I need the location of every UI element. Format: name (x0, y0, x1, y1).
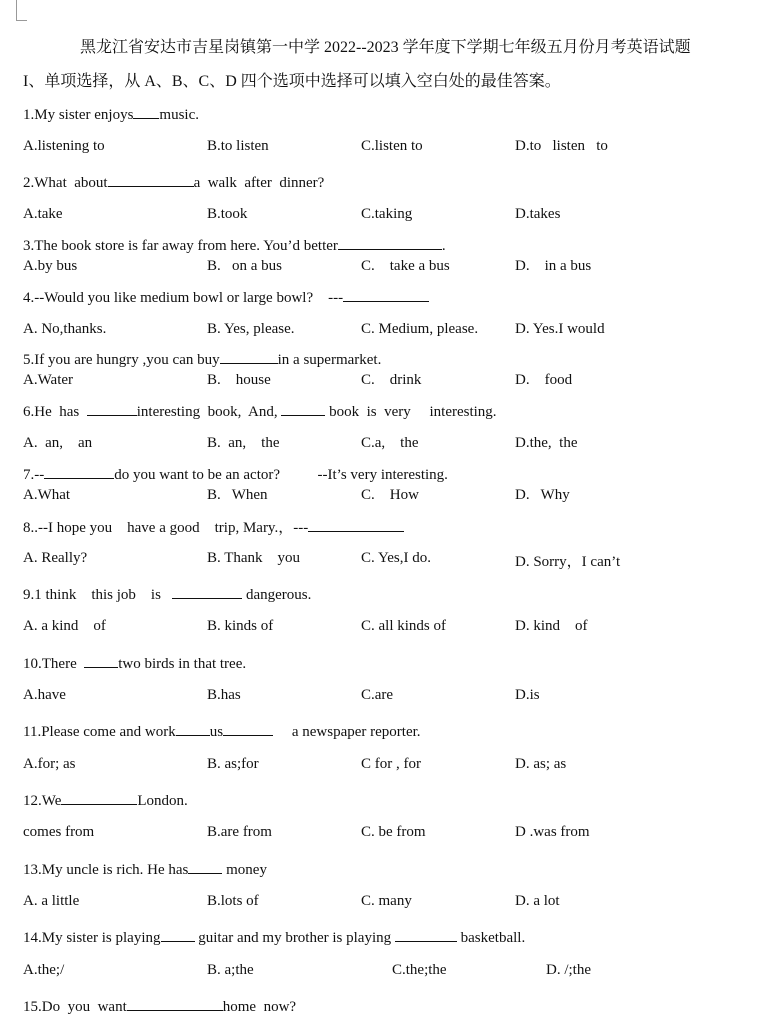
option-a[interactable]: A.take (23, 206, 63, 222)
option-a[interactable]: A. an, an (23, 435, 93, 451)
answer-blank[interactable] (172, 584, 242, 599)
option-b[interactable]: B.took (207, 206, 248, 222)
option-b[interactable]: B. kinds of (207, 618, 274, 634)
answer-blank[interactable] (61, 790, 137, 805)
answer-blank[interactable] (188, 859, 222, 874)
option-row (0, 687, 774, 709)
option-row (0, 258, 774, 280)
option-b[interactable]: B.has (207, 687, 241, 703)
option-d[interactable]: D.the, the (515, 435, 578, 451)
option-b[interactable]: B. a;the (207, 962, 254, 978)
option-b[interactable]: B. house (207, 372, 271, 388)
option-d[interactable]: D.is (515, 687, 540, 703)
option-row (0, 962, 774, 984)
question-stem: 6.He has interesting book, And, book is very interesting. (23, 401, 497, 421)
option-d[interactable]: D. as; as (515, 756, 567, 772)
question-stem: 8..--I hope you have a good trip, Mary.，--- (23, 516, 404, 537)
answer-blank[interactable] (108, 172, 194, 187)
option-a[interactable]: A. a kind of (23, 618, 106, 634)
option-c[interactable]: C. How (361, 487, 419, 503)
option-b[interactable]: B. Yes, please. (207, 321, 295, 337)
answer-blank[interactable] (395, 927, 457, 942)
option-row (0, 206, 774, 228)
answer-blank[interactable] (308, 517, 404, 532)
question-stem: 12.We London. (23, 790, 188, 810)
option-a[interactable]: A.listening to (23, 138, 105, 154)
option-row (0, 372, 774, 394)
option-c[interactable]: C.taking (361, 206, 413, 222)
option-a[interactable]: A.by bus (23, 258, 78, 274)
option-c[interactable]: C.a, the (361, 435, 419, 451)
option-c[interactable]: C. drink (361, 372, 422, 388)
option-c[interactable]: C for , for (361, 756, 421, 772)
option-b[interactable]: B.to listen (207, 138, 269, 154)
question-stem: 15.Do you want home now? (23, 996, 296, 1016)
option-row (0, 435, 774, 457)
option-c[interactable]: C. be from (361, 824, 426, 840)
option-d[interactable]: D. Yes.I would (515, 321, 605, 337)
option-d[interactable]: D. a lot (515, 893, 560, 909)
option-row (0, 893, 774, 915)
option-c[interactable]: C.are (361, 687, 394, 703)
option-d[interactable]: D. /;the (546, 962, 591, 978)
option-c[interactable]: C. many (361, 893, 412, 909)
option-a[interactable]: A.for; as (23, 756, 76, 772)
question-stem: 5.If you are hungry ,you can buy in a supermarket. (23, 349, 381, 369)
option-row (0, 824, 774, 846)
answer-blank[interactable] (338, 235, 442, 250)
option-c[interactable]: C. Medium, please. (361, 321, 479, 337)
answer-blank[interactable] (343, 287, 429, 302)
option-d[interactable]: D. in a bus (515, 258, 592, 274)
option-a[interactable]: A.the;/ (23, 962, 65, 978)
option-b[interactable]: B.are from (207, 824, 272, 840)
option-b[interactable]: B.lots of (207, 893, 259, 909)
option-a[interactable]: comes from (23, 824, 95, 840)
option-a[interactable]: A. Really? (23, 550, 88, 566)
option-a[interactable]: A. a little (23, 893, 80, 909)
answer-blank[interactable] (84, 653, 118, 668)
question-stem: 2.What about a walk after dinner? (23, 172, 324, 192)
question-stem: 1.My sister enjoys music. (23, 104, 199, 124)
option-c[interactable]: C. Yes,I do. (361, 550, 432, 566)
option-b[interactable]: B. When (207, 487, 268, 503)
answer-blank[interactable] (161, 927, 195, 942)
option-b[interactable]: B. Thank you (207, 550, 301, 566)
option-row (0, 756, 774, 778)
option-d[interactable]: D. kind of (515, 618, 588, 634)
question-stem: 3.The book store is far away from here. You’d better . (23, 235, 446, 255)
option-d[interactable]: D. Sorry，I can’t (515, 554, 621, 570)
option-a[interactable]: A.What (23, 487, 71, 503)
option-b[interactable]: B. an, the (207, 435, 280, 451)
question-stem: 7.-- do you want to be an actor? --It’s very interesting. (23, 464, 448, 484)
option-d[interactable]: D.to listen to (515, 138, 608, 154)
question-stem: 11.Please come and work us a newspaper reporter. (23, 721, 421, 741)
option-b[interactable]: B. on a bus (207, 258, 282, 274)
option-a[interactable]: A.have (23, 687, 66, 703)
option-a[interactable]: A.Water (23, 372, 74, 388)
question-stem: 9.1 think this job is dangerous. (23, 584, 311, 604)
answer-blank[interactable] (220, 349, 278, 364)
option-row (0, 487, 774, 509)
option-d[interactable]: D. Why (515, 487, 570, 503)
answer-blank[interactable] (87, 401, 137, 416)
answer-blank[interactable] (176, 721, 210, 736)
answer-blank[interactable] (133, 104, 159, 119)
section-instruction: I、单项选择，从 A、B、C、D 四个选项中选择可以填入空白处的最佳答案。 (23, 73, 561, 90)
page-title: 黑龙江省安达市吉星岗镇第一中学 2022--2023 学年度下学期七年级五月份月考英语试题 (80, 39, 691, 56)
option-row (0, 138, 774, 160)
option-row (0, 618, 774, 640)
option-row (0, 550, 774, 572)
question-stem: 10.There two birds in that tree. (23, 653, 246, 673)
option-row (0, 321, 774, 343)
option-a[interactable]: A. No,thanks. (23, 321, 107, 337)
option-d[interactable]: D .was from (515, 824, 590, 840)
option-b[interactable]: B. as;for (207, 756, 259, 772)
question-stem: 13.My uncle is rich. He has money (23, 859, 267, 879)
option-c[interactable]: C.the;the (392, 962, 447, 978)
option-c[interactable]: C. take a bus (361, 258, 450, 274)
option-d[interactable]: D. food (515, 372, 573, 388)
answer-blank[interactable] (281, 401, 325, 416)
answer-blank[interactable] (127, 996, 223, 1011)
page-corner-mark (16, 0, 27, 21)
option-d[interactable]: D.takes (515, 206, 561, 222)
answer-blank[interactable] (223, 721, 273, 736)
option-c[interactable]: C.listen to (361, 138, 423, 154)
option-c[interactable]: C. all kinds of (361, 618, 446, 634)
question-stem: 4.--Would you like medium bowl or large bowl? --- (23, 287, 429, 307)
answer-blank[interactable] (44, 464, 114, 479)
question-stem: 14.My sister is playing guitar and my brother is playing basketball. (23, 927, 525, 947)
